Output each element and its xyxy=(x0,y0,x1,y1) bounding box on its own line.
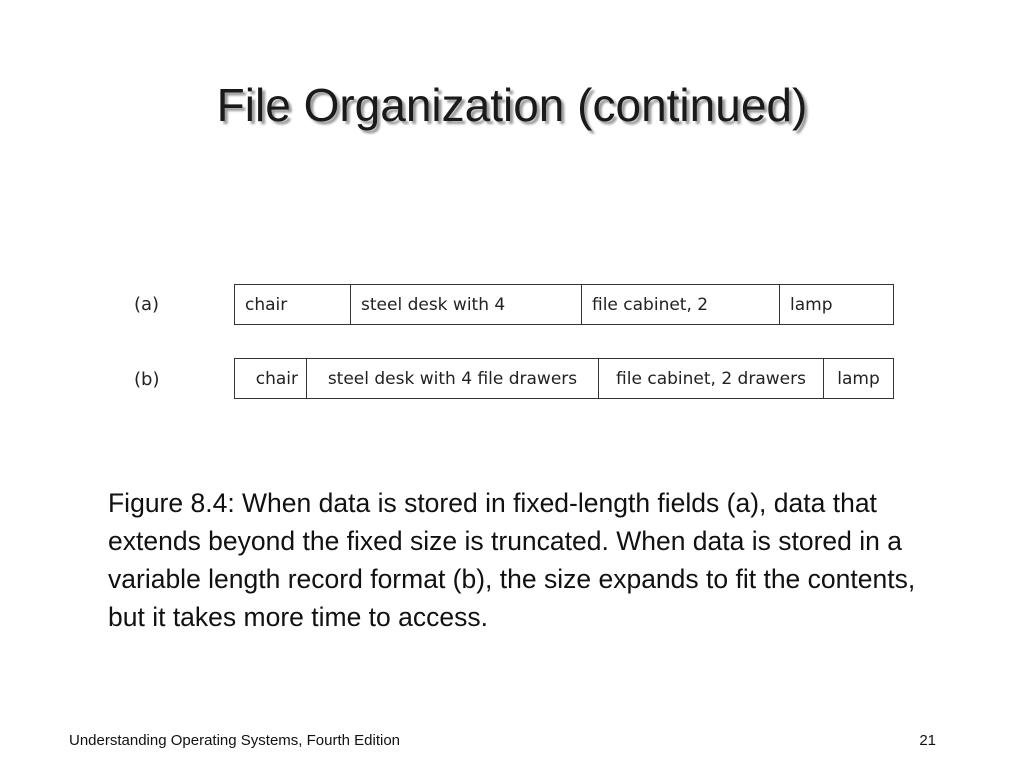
record-a-field-1: chair xyxy=(235,285,351,324)
figure-caption: Figure 8.4: When data is stored in fixed-length fields (a), data that extends beyond the fixed size is truncated. When data is stored in a variable length record format (b), the size expands to fit the contents, but it takes more time to access. xyxy=(108,488,916,632)
record-b-field-1: chair xyxy=(235,359,307,398)
record-a-field-3: file cabinet, 2 xyxy=(582,285,780,324)
slide-title: File Organization (continued) xyxy=(216,79,808,131)
record-b xyxy=(234,358,894,399)
record-b-field-3: file cabinet, 2 drawers xyxy=(599,359,824,398)
record-a-field-4: lamp xyxy=(790,294,833,315)
page-number: 21 xyxy=(919,732,936,749)
record-a xyxy=(234,284,894,325)
record-b-label: (b) xyxy=(134,369,160,390)
record-b-field-2: steel desk with 4 file drawers xyxy=(307,359,599,398)
footer-book-title: Understanding Operating Systems, Fourth Edition xyxy=(69,732,401,749)
record-a-field-2: steel desk with 4 xyxy=(351,285,582,324)
record-a-label: (a) xyxy=(134,294,160,315)
record-b-field-4: lamp xyxy=(837,368,880,389)
